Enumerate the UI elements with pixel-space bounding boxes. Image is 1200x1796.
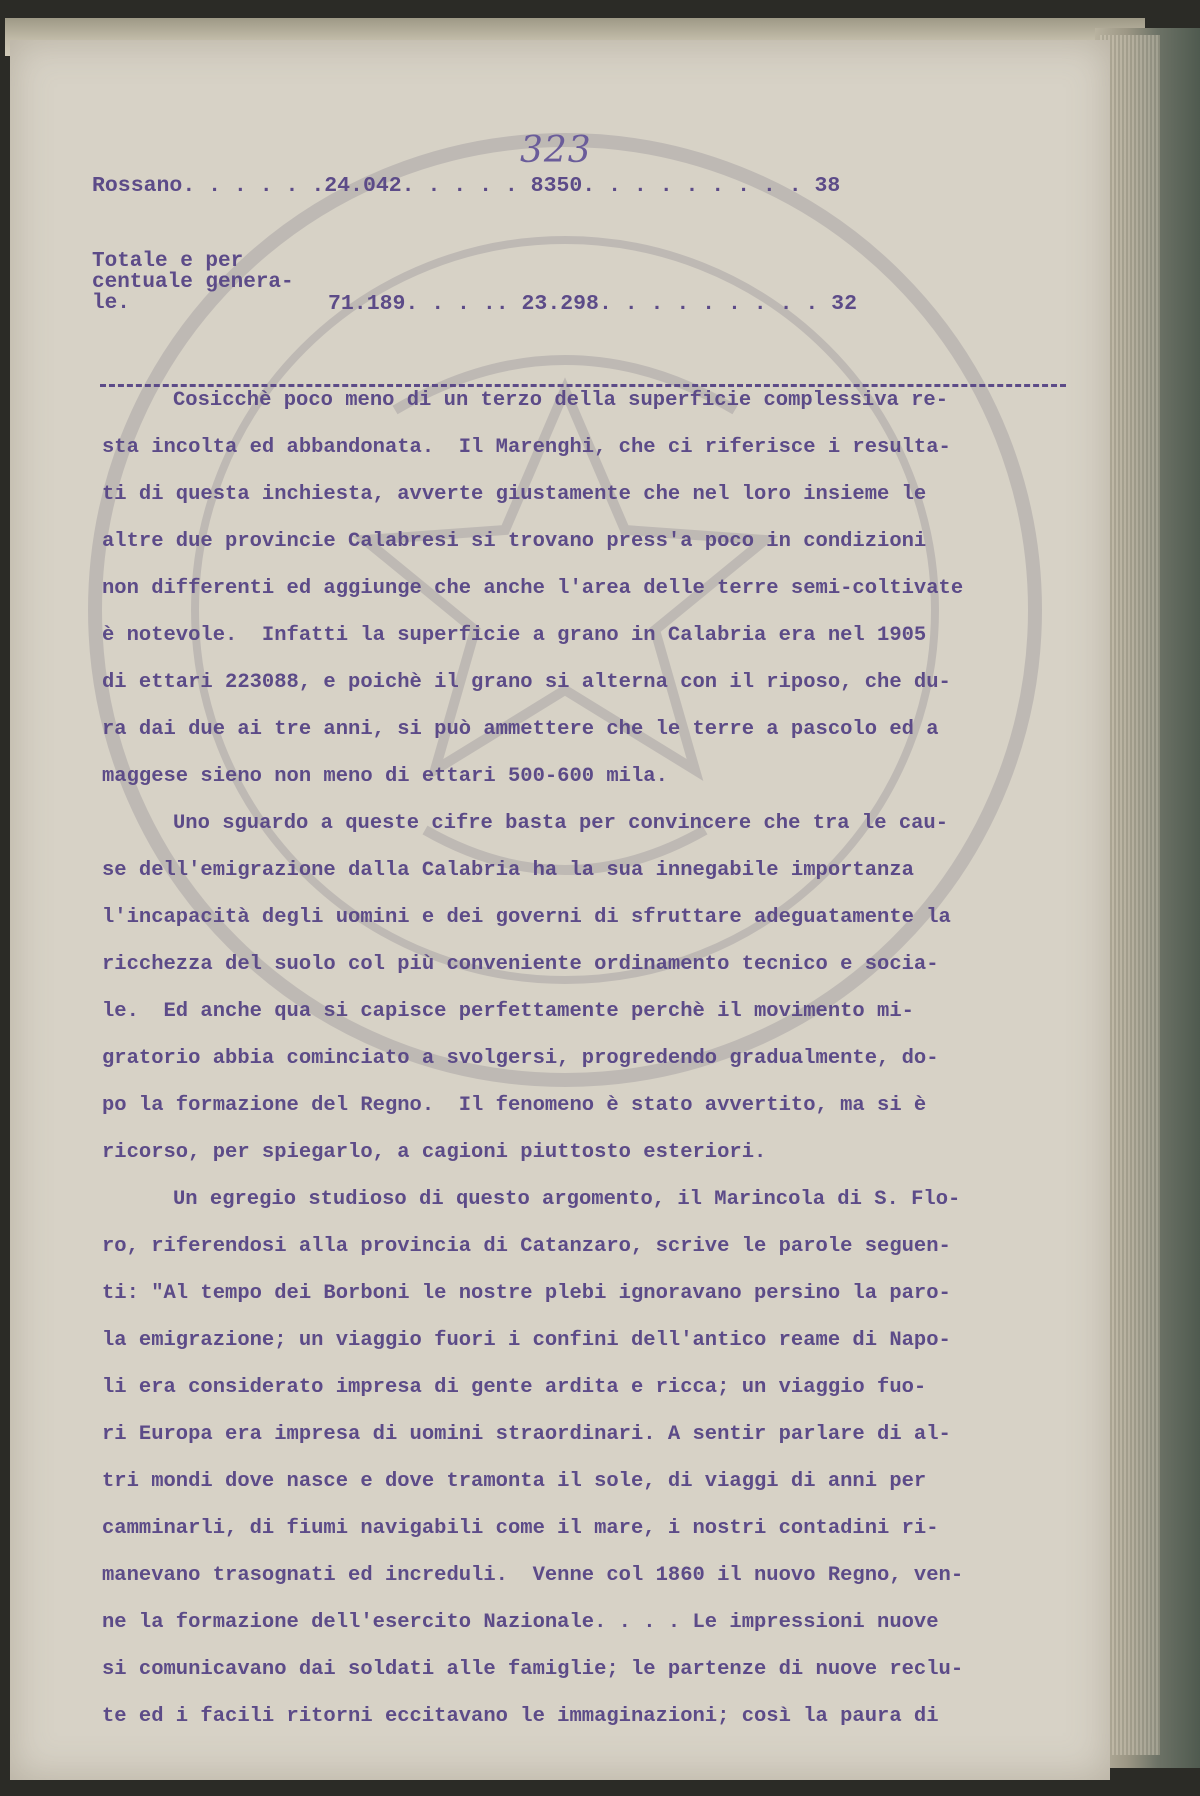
table-row-rossano: Rossano. . . . . .24.042. . . . . 8350. . . . . . . . . 38 <box>92 174 841 198</box>
total-label-line-2: centuale genera- <box>92 271 294 294</box>
body-line: Un egregio studioso di questo argomento, il Marincola di S. Flo- <box>173 1188 961 1211</box>
total-values: 71.189. . . .. 23.298. . . . . . . . . 32 <box>328 292 857 316</box>
body-line: maggese sieno non meno di ettari 500-600 mila. <box>102 765 668 788</box>
document-page <box>10 40 1110 1780</box>
body-line: Uno sguardo a queste cifre basta per convincere che tra le cau- <box>173 812 949 835</box>
body-line: ra dai due ai tre anni, si può ammettere che le terre a pascolo ed a <box>102 718 939 741</box>
body-line: ricchezza del suolo col più conveniente ordinamento tecnico e socia- <box>102 953 939 976</box>
body-line: ti di questa inchiesta, avverte giustamente che nel loro insieme le <box>102 483 927 506</box>
body-line: è notevole. Infatti la superficie a grano in Calabria era nel 1905 <box>102 624 927 647</box>
body-line: Cosicchè poco meno di un terzo della superficie complessiva re- <box>173 389 949 412</box>
total-label-line-3: le. <box>92 292 130 315</box>
body-line: si comunicavano dai soldati alle famiglie; le partenze di nuove reclu- <box>102 1658 964 1681</box>
body-line: manevano trasognati ed increduli. Venne col 1860 il nuovo Regno, ven- <box>102 1564 964 1587</box>
table-separator-rule <box>100 384 1066 387</box>
body-line: la emigrazione; un viaggio fuori i confini dell'antico reame di Napo- <box>102 1329 951 1352</box>
folio-number: 323 <box>520 130 592 171</box>
body-line: altre due provincie Calabresi si trovano press'a poco in condizioni <box>102 530 927 553</box>
body-line: non differenti ed aggiunge che anche l'area delle terre semi-coltivate <box>102 577 964 600</box>
body-line: tri mondi dove nasce e dove tramonta il sole, di viaggi di anni per <box>102 1470 927 1493</box>
body-line: gratorio abbia cominciato a svolgersi, progredendo gradualmente, do- <box>102 1047 939 1070</box>
body-line: te ed i facili ritorni eccitavano le immaginazioni; così la paura di <box>102 1705 939 1728</box>
body-line: di ettari 223088, e poichè il grano si alterna con il riposo, che du- <box>102 671 951 694</box>
body-line: ti: "Al tempo dei Borboni le nostre plebi ignoravano persino la paro- <box>102 1282 951 1305</box>
body-line: sta incolta ed abbandonata. Il Marenghi, che ci riferisce i resulta- <box>102 436 951 459</box>
body-line: ricorso, per spiegarlo, a cagioni piuttosto esteriori. <box>102 1141 767 1164</box>
body-line: le. Ed anche qua si capisce perfettamente perchè il movimento mi- <box>102 1000 914 1023</box>
body-line: ne la formazione dell'esercito Nazionale. . . . Le impressioni nuove <box>102 1611 939 1634</box>
body-line: po la formazione del Regno. Il fenomeno è stato avvertito, ma si è <box>102 1094 927 1117</box>
body-line: li era considerato impresa di gente ardita e ricca; un viaggio fuo- <box>102 1376 927 1399</box>
body-line: se dell'emigrazione dalla Calabria ha la sua innegabile importanza <box>102 859 914 882</box>
body-line: ro, riferendosi alla provincia di Catanzaro, scrive le parole seguen- <box>102 1235 951 1258</box>
body-line: l'incapacità degli uomini e dei governi di sfruttare adeguatamente la <box>102 906 951 929</box>
body-line: camminarli, di fiumi navigabili come il mare, i nostri contadini ri- <box>102 1517 939 1540</box>
total-label-line-1: Totale e per <box>92 250 244 273</box>
body-line: ri Europa era impresa di uomini straordinari. A sentir parlare di al- <box>102 1423 951 1446</box>
